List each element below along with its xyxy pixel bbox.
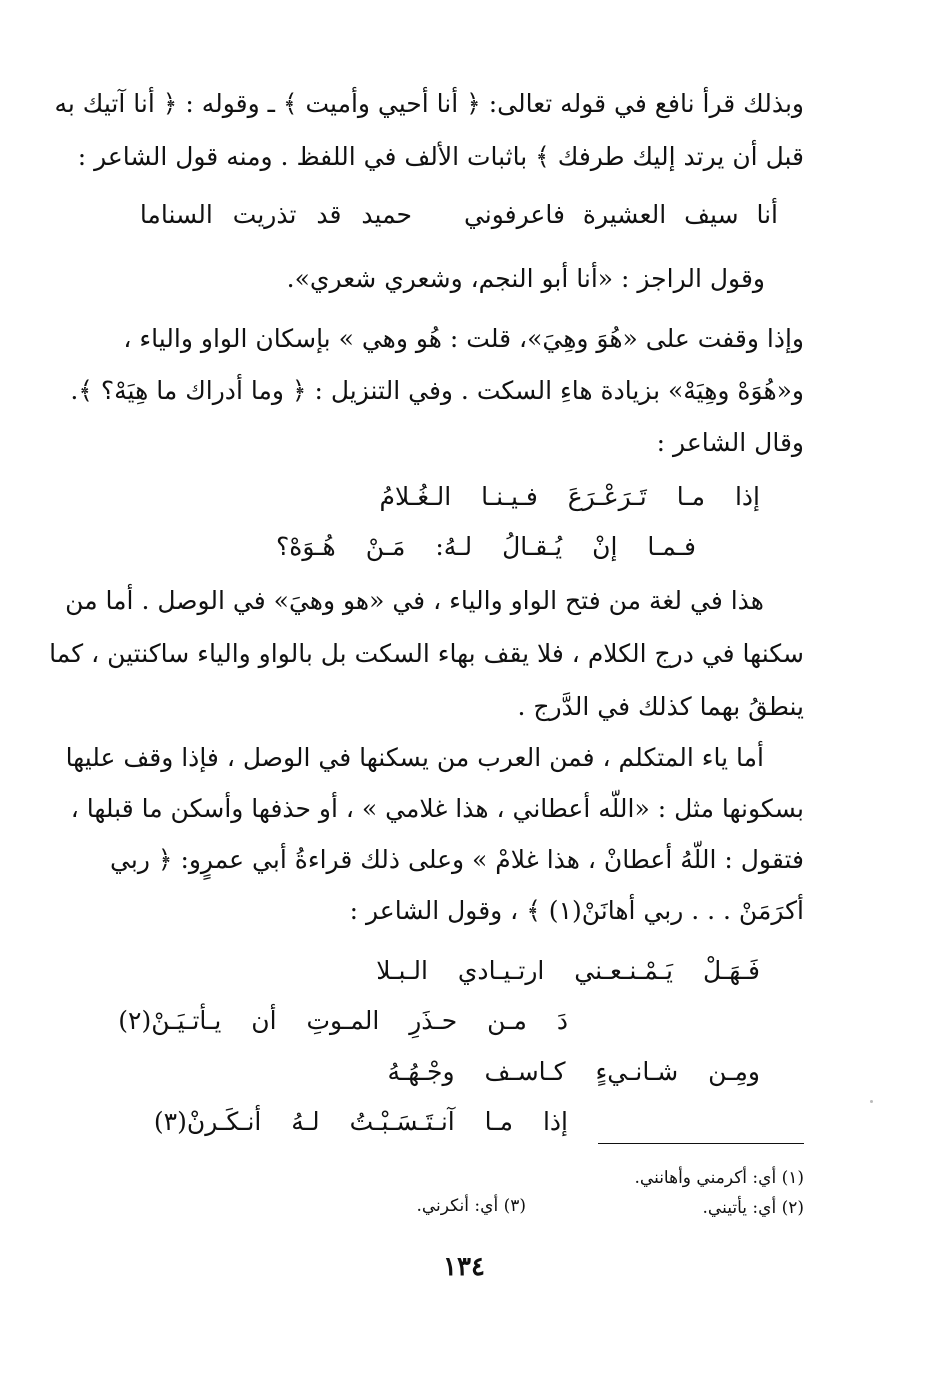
text-line: أما ياء المتكلم ، فمن العرب من يسكنها في الوصل ، فإذا وقف عليها [65, 743, 764, 772]
footnote-2: (٢) أي: يأتيني. [702, 1198, 804, 1218]
scan-speck [870, 1100, 873, 1103]
text-line: وقال الشاعر : [656, 428, 804, 457]
footnote-1: (١) أي: أكرمني وأهانني. [634, 1168, 804, 1188]
text-line: سكنها في درج الكلام ، فلا يقف بهاء السكت بل بالواو والياء ساكنتين ، كما [49, 639, 804, 668]
text-line: وبذلك قرأ نافع في قوله تعالى: ﴿ أنا أحيي وأميت ﴾ ـ وقوله : ﴿ أنا آتيك به [54, 89, 804, 118]
rajaz-quote: وقول الراجز : «أنا أبو النجم، وشعري شعري». [286, 264, 765, 293]
page-number: ١٣٤ [443, 1252, 485, 1282]
verse-1-first-hemistich: أنا سيف العشيرة فاعرفوني [463, 200, 778, 229]
verse-1-second-hemistich: حميد قد تذريت السناما [139, 200, 412, 229]
verse-2-second-hemistich: فـمـا إنْ يُـقـالُ لـهُ: مَـنْ هُـوَهْ؟ [275, 532, 696, 561]
verse-3-line-3: ومِـن شـانـيءٍ كـاسـف وجْـهُـهُ [387, 1057, 760, 1086]
text-line: ينطقُ بهما كذلك في الدَّرج . [517, 692, 804, 721]
verse-3-line-1: فَـهَـلْ يَـمْـنـعـني ارتـيـادي الـبـلا [376, 956, 760, 985]
verse-2-first-hemistich: إذا مـا تَـرَعْـرَعَ فـيـنـا الـغُـلامُ [379, 482, 760, 511]
footnote-divider [598, 1143, 804, 1144]
text-line: قبل أن يرتد إليك طرفك ﴾ باثبات الألف في اللفظ . ومنه قول الشاعر : [77, 142, 804, 171]
text-line: و«هُوَهْ وهِيَهْ» بزيادة هاءِ السكت . وفي التنزيل : ﴿ وما أدراك ما هِيَهْ؟ ﴾. [70, 376, 804, 405]
verse-3-line-4: إذا مـا آنـتَـسَـبْـتُ لـهُ أنـكَـرنْ(٣) [153, 1107, 568, 1136]
verse-3-line-2: دَ مـن حـذَرِ المـوتِ أن يـأتـيَـنْ(٢) [118, 1006, 568, 1035]
text-line: أكرَمَنْ . . . ربي أهانَنْ(١) ﴾ ، وقول الشاعر : [349, 896, 804, 925]
text-line: هذا في لغة من فتح الواو والياء ، في «هو وهيَ» في الوصل . أما من [65, 586, 764, 615]
text-line: بسكونها مثل : «اللّه أعطاني ، هذا غلامي » ، أو حذفها وأسكن ما قبلها ، [70, 794, 804, 823]
footnote-3: (٣) أي: أنكرني. [416, 1196, 526, 1216]
text-line: فتقول : اللّهُ أعطانْ ، هذا غلامْ » وعلى ذلك قراءةُ أبي عمرٍو: ﴿ ربي [110, 845, 804, 874]
text-line: وإذا وقفت على «هُوَ وهِيَ»، قلت : هُو وهي » بإسكان الواو والياء ، [123, 324, 804, 353]
